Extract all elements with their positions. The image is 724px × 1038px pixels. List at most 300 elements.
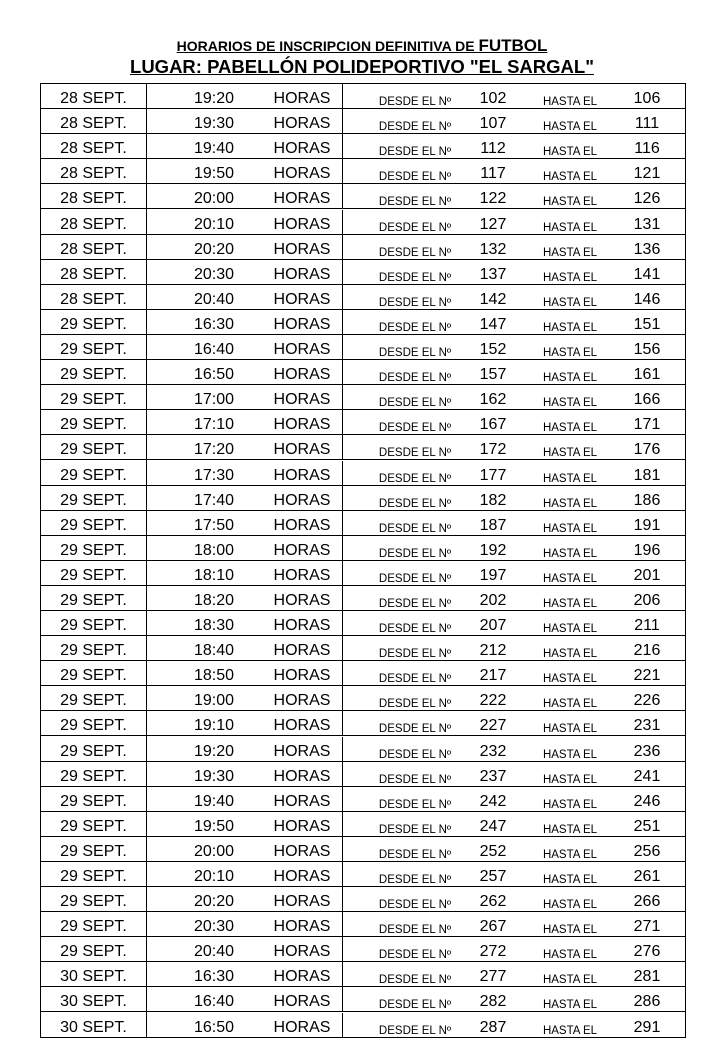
row-details (147, 360, 686, 385)
row-date: 28 SEPT. (41, 159, 147, 184)
row-from-number: 242 (479, 792, 507, 810)
row-horas-label: HORAS (273, 391, 331, 409)
row-date: 29 SEPT. (41, 385, 147, 410)
schedule-row (41, 585, 686, 610)
row-date: 29 SEPT. (41, 761, 147, 786)
row-time: 16:30 (193, 315, 235, 333)
row-from-number: 142 (479, 290, 507, 308)
row-hasta-label: HASTA EL (542, 497, 598, 510)
row-from-number: 182 (479, 491, 507, 509)
row-to-number: 181 (633, 466, 661, 484)
row-date: 29 SEPT. (41, 786, 147, 811)
row-details (147, 912, 686, 937)
row-to-number: 201 (633, 566, 661, 584)
row-date: 28 SEPT. (41, 109, 147, 134)
row-time: 20:20 (193, 893, 235, 911)
row-hasta-label: HASTA EL (542, 773, 598, 786)
row-horas-label: HORAS (273, 315, 331, 333)
row-details (147, 159, 686, 184)
row-to-number: 151 (633, 315, 661, 333)
row-desde-label: DESDE EL Nº (378, 597, 452, 610)
row-to-number: 241 (633, 767, 661, 785)
row-to-number: 291 (633, 1018, 661, 1036)
row-desde-label: DESDE EL Nº (378, 497, 452, 510)
row-from-number: 227 (479, 717, 507, 735)
row-time: 20:00 (193, 842, 235, 860)
row-date: 29 SEPT. (41, 309, 147, 334)
row-hasta-label: HASTA EL (542, 447, 598, 460)
row-from-number: 212 (479, 642, 507, 660)
schedule-row (41, 360, 686, 385)
row-date: 28 SEPT. (41, 259, 147, 284)
row-time: 20:40 (193, 943, 235, 961)
row-to-number: 246 (633, 792, 661, 810)
row-hasta-label: HASTA EL (542, 522, 598, 535)
row-time: 17:00 (193, 391, 235, 409)
row-details (147, 259, 686, 284)
row-date: 29 SEPT. (41, 410, 147, 435)
row-time: 18:00 (193, 541, 235, 559)
row-to-number: 216 (633, 642, 661, 660)
row-to-number: 171 (633, 416, 661, 434)
schedule-row (41, 610, 686, 635)
row-horas-label: HORAS (273, 943, 331, 961)
row-from-number: 257 (479, 868, 507, 885)
row-to-number: 111 (634, 115, 660, 133)
row-details (147, 209, 686, 234)
row-hasta-label: HASTA EL (542, 999, 598, 1012)
row-details (147, 284, 686, 309)
row-time: 19:20 (193, 742, 235, 760)
row-desde-label: DESDE EL Nº (378, 296, 452, 309)
row-to-number: 261 (633, 868, 661, 885)
row-from-number: 137 (479, 265, 507, 283)
row-horas-label: HORAS (273, 491, 331, 509)
row-date: 29 SEPT. (41, 585, 147, 610)
row-time: 19:30 (193, 767, 235, 785)
title-sport: FUTBOL (478, 36, 548, 55)
schedule-row (41, 209, 686, 234)
row-details (147, 686, 686, 711)
row-date: 29 SEPT. (41, 435, 147, 460)
row-to-number: 271 (633, 918, 661, 936)
row-horas-label: HORAS (273, 441, 331, 459)
row-from-number: 247 (479, 817, 507, 835)
row-time: 18:30 (193, 617, 235, 635)
row-from-number: 177 (479, 466, 507, 484)
row-horas-label: HORAS (273, 541, 331, 559)
row-desde-label: DESDE EL Nº (378, 246, 452, 259)
schedule-row (41, 786, 686, 811)
row-from-number: 262 (479, 893, 507, 911)
row-to-number: 146 (633, 290, 661, 308)
row-horas-label: HORAS (273, 1018, 331, 1036)
row-details (147, 84, 686, 109)
row-desde-label: DESDE EL Nº (378, 146, 452, 159)
row-to-number: 116 (634, 140, 660, 158)
row-details (147, 811, 686, 836)
schedule-row (41, 711, 686, 736)
schedule-row (41, 159, 686, 184)
row-to-number: 256 (633, 842, 661, 860)
row-desde-label: DESDE EL Nº (378, 422, 452, 435)
row-desde-label: DESDE EL Nº (378, 472, 452, 485)
row-horas-label: HORAS (273, 893, 331, 911)
location-subtitle: LUGAR: PABELLÓN POLIDEPORTIVO "EL SARGAL" (130, 56, 594, 77)
row-horas-label: HORAS (273, 366, 331, 384)
row-horas-label: HORAS (273, 742, 331, 760)
row-date: 29 SEPT. (41, 887, 147, 912)
row-to-number: 176 (633, 441, 661, 459)
row-time: 18:40 (193, 642, 235, 660)
row-horas-label: HORAS (273, 466, 331, 484)
row-to-number: 226 (633, 692, 661, 710)
row-to-number: 166 (633, 391, 661, 409)
row-from-number: 287 (479, 1018, 507, 1036)
row-from-number: 147 (479, 315, 507, 333)
row-hasta-label: HASTA EL (542, 648, 598, 661)
row-hasta-label: HASTA EL (542, 397, 598, 410)
row-hasta-label: HASTA EL (542, 748, 598, 761)
row-desde-label: DESDE EL Nº (378, 547, 452, 560)
row-from-number: 132 (479, 240, 507, 258)
row-desde-label: DESDE EL Nº (378, 874, 452, 886)
row-horas-label: HORAS (273, 90, 331, 108)
row-horas-label: HORAS (273, 817, 331, 835)
row-date: 29 SEPT. (41, 736, 147, 761)
schedule-row (41, 661, 686, 686)
row-hasta-label: HASTA EL (542, 171, 598, 184)
row-from-number: 217 (479, 667, 507, 685)
row-time: 19:30 (193, 115, 235, 133)
row-from-number: 162 (479, 391, 507, 409)
row-from-number: 157 (479, 366, 507, 384)
row-date: 28 SEPT. (41, 84, 147, 109)
row-date: 30 SEPT. (41, 962, 147, 987)
schedule-row (41, 686, 686, 711)
row-time: 17:20 (193, 441, 235, 459)
row-hasta-label: HASTA EL (542, 196, 598, 209)
row-desde-label: DESDE EL Nº (378, 648, 452, 661)
row-time: 18:20 (193, 591, 235, 609)
row-to-number: 286 (633, 993, 661, 1011)
schedule-row (41, 134, 686, 159)
row-desde-label: DESDE EL Nº (378, 974, 452, 987)
row-desde-label: DESDE EL Nº (378, 798, 452, 811)
row-date: 29 SEPT. (41, 686, 147, 711)
row-horas-label: HORAS (273, 692, 331, 710)
row-details (147, 309, 686, 334)
row-to-number: 126 (633, 190, 661, 208)
row-details (147, 987, 686, 1012)
schedule-row (41, 234, 686, 259)
schedule-row (41, 887, 686, 912)
row-from-number: 207 (479, 617, 507, 635)
row-desde-label: DESDE EL Nº (378, 347, 452, 360)
row-desde-label: DESDE EL Nº (378, 823, 452, 836)
row-time: 19:00 (193, 692, 235, 710)
schedule-row (41, 284, 686, 309)
document-title (0, 36, 724, 56)
row-date: 29 SEPT. (41, 560, 147, 585)
row-date: 29 SEPT. (41, 861, 147, 886)
row-details (147, 937, 686, 962)
row-hasta-label: HASTA EL (542, 121, 598, 134)
schedule-row (41, 560, 686, 585)
row-hasta-label: HASTA EL (542, 798, 598, 811)
row-time: 17:40 (193, 491, 235, 509)
row-desde-label: DESDE EL Nº (378, 999, 452, 1012)
row-desde-label: DESDE EL Nº (378, 723, 452, 736)
schedule-row (41, 410, 686, 435)
row-hasta-label: HASTA EL (542, 246, 598, 259)
row-horas-label: HORAS (273, 165, 331, 183)
row-date: 28 SEPT. (41, 134, 147, 159)
row-date: 29 SEPT. (41, 610, 147, 635)
row-desde-label: DESDE EL Nº (378, 848, 452, 861)
row-from-number: 122 (479, 190, 507, 208)
row-horas-label: HORAS (273, 341, 331, 359)
row-date: 28 SEPT. (41, 234, 147, 259)
row-date: 29 SEPT. (41, 535, 147, 560)
row-date: 29 SEPT. (41, 937, 147, 962)
row-desde-label: DESDE EL Nº (378, 748, 452, 761)
row-details (147, 535, 686, 560)
row-details (147, 134, 686, 159)
row-details (147, 610, 686, 635)
row-details (147, 761, 686, 786)
row-hasta-label: HASTA EL (542, 422, 598, 435)
row-time: 20:30 (193, 265, 235, 283)
row-from-number: 267 (479, 918, 507, 936)
row-to-number: 281 (633, 968, 661, 986)
row-from-number: 152 (479, 341, 507, 359)
row-from-number: 272 (479, 943, 507, 961)
schedule-row (41, 636, 686, 661)
row-from-number: 197 (479, 566, 507, 584)
row-to-number: 161 (633, 366, 661, 384)
row-to-number: 236 (633, 742, 661, 760)
row-time: 17:30 (193, 466, 235, 484)
row-horas-label: HORAS (273, 591, 331, 609)
row-desde-label: DESDE EL Nº (378, 397, 452, 410)
schedule-row (41, 84, 686, 109)
row-time: 19:50 (193, 817, 235, 835)
row-to-number: 186 (633, 491, 661, 509)
row-date: 29 SEPT. (41, 661, 147, 686)
row-hasta-label: HASTA EL (542, 623, 598, 636)
row-from-number: 187 (479, 516, 507, 534)
row-horas-label: HORAS (273, 918, 331, 936)
row-hasta-label: HASTA EL (542, 823, 598, 836)
row-horas-label: HORAS (273, 566, 331, 584)
row-date: 28 SEPT. (41, 284, 147, 309)
row-details (147, 385, 686, 410)
row-desde-label: DESDE EL Nº (378, 673, 452, 686)
schedule-row (41, 987, 686, 1012)
row-details (147, 887, 686, 912)
row-from-number: 107 (479, 115, 507, 133)
row-time: 18:10 (193, 566, 235, 584)
row-hasta-label: HASTA EL (542, 899, 598, 912)
row-details (147, 661, 686, 686)
row-horas-label: HORAS (273, 215, 331, 233)
row-desde-label: DESDE EL Nº (378, 899, 452, 912)
row-details (147, 636, 686, 661)
row-from-number: 117 (480, 165, 506, 183)
row-horas-label: HORAS (273, 993, 331, 1011)
row-from-number: 167 (479, 416, 507, 434)
row-to-number: 141 (633, 265, 661, 283)
row-date: 29 SEPT. (41, 836, 147, 861)
row-time: 19:10 (193, 717, 235, 735)
row-desde-label: DESDE EL Nº (378, 372, 452, 385)
row-time: 16:50 (193, 366, 235, 384)
row-desde-label: DESDE EL Nº (378, 522, 452, 535)
row-from-number: 277 (479, 968, 507, 986)
row-date: 29 SEPT. (41, 360, 147, 385)
row-to-number: 136 (633, 240, 661, 258)
row-details (147, 334, 686, 359)
row-details (147, 460, 686, 485)
schedule-row (41, 736, 686, 761)
row-to-number: 266 (633, 893, 661, 911)
row-horas-label: HORAS (273, 265, 331, 283)
row-time: 16:30 (193, 968, 235, 986)
row-desde-label: DESDE EL Nº (378, 1024, 452, 1037)
schedule-row (41, 962, 686, 987)
row-time: 19:40 (193, 792, 235, 810)
schedule-row (41, 385, 686, 410)
row-details (147, 711, 686, 736)
row-to-number: 276 (633, 943, 661, 961)
row-hasta-label: HASTA EL (542, 296, 598, 309)
row-time: 20:10 (193, 215, 235, 233)
row-to-number: 206 (633, 591, 661, 609)
row-time: 20:20 (193, 240, 235, 258)
row-to-number: 251 (633, 817, 661, 835)
row-hasta-label: HASTA EL (542, 347, 598, 360)
row-horas-label: HORAS (273, 868, 331, 885)
row-desde-label: DESDE EL Nº (378, 924, 452, 937)
row-time: 20:30 (193, 918, 235, 936)
title-text: HORARIOS DE INSCRIPCION DEFINITIVA DE (176, 38, 479, 54)
row-horas-label: HORAS (273, 717, 331, 735)
schedule-row (41, 435, 686, 460)
document-header (0, 36, 724, 78)
row-to-number: 191 (633, 516, 661, 534)
row-details (147, 234, 686, 259)
row-from-number: 237 (479, 767, 507, 785)
row-from-number: 202 (479, 591, 507, 609)
row-hasta-label: HASTA EL (542, 723, 598, 736)
row-horas-label: HORAS (273, 416, 331, 434)
row-horas-label: HORAS (273, 617, 331, 635)
schedule-row (41, 309, 686, 334)
row-horas-label: HORAS (273, 642, 331, 660)
row-date: 28 SEPT. (41, 209, 147, 234)
row-from-number: 112 (480, 140, 506, 158)
row-date: 29 SEPT. (41, 510, 147, 535)
row-hasta-label: HASTA EL (542, 96, 598, 109)
registration-schedule-table (40, 83, 686, 1038)
row-details (147, 410, 686, 435)
schedule-row (41, 811, 686, 836)
row-desde-label: DESDE EL Nº (378, 321, 452, 334)
row-date: 29 SEPT. (41, 485, 147, 510)
row-time: 20:40 (193, 290, 235, 308)
row-date: 29 SEPT. (41, 912, 147, 937)
row-hasta-label: HASTA EL (542, 372, 598, 385)
row-hasta-label: HASTA EL (542, 974, 598, 987)
row-date: 29 SEPT. (41, 636, 147, 661)
row-hasta-label: HASTA EL (542, 146, 598, 159)
schedule-row (41, 259, 686, 284)
row-details (147, 585, 686, 610)
row-hasta-label: HASTA EL (542, 949, 598, 962)
row-time: 19:50 (193, 165, 235, 183)
schedule-row (41, 109, 686, 134)
row-horas-label: HORAS (273, 115, 331, 133)
row-time: 19:40 (193, 140, 235, 158)
row-desde-label: DESDE EL Nº (378, 949, 452, 962)
row-details (147, 861, 686, 886)
row-time: 20:10 (193, 868, 235, 885)
row-desde-label: DESDE EL Nº (378, 698, 452, 711)
row-desde-label: DESDE EL Nº (378, 196, 452, 209)
row-time: 19:20 (193, 90, 235, 108)
row-date: 28 SEPT. (41, 184, 147, 209)
row-desde-label: DESDE EL Nº (378, 121, 452, 134)
row-desde-label: DESDE EL Nº (378, 171, 452, 184)
row-hasta-label: HASTA EL (542, 597, 598, 610)
row-to-number: 231 (633, 717, 661, 735)
row-horas-label: HORAS (273, 516, 331, 534)
row-date: 30 SEPT. (41, 1012, 147, 1037)
schedule-row (41, 861, 686, 886)
row-time: 16:40 (193, 341, 235, 359)
schedule-row (41, 937, 686, 962)
row-horas-label: HORAS (273, 767, 331, 785)
row-date: 29 SEPT. (41, 460, 147, 485)
row-time: 17:50 (193, 516, 235, 534)
row-desde-label: DESDE EL Nº (378, 572, 452, 585)
row-from-number: 232 (479, 742, 507, 760)
row-from-number: 127 (479, 215, 507, 233)
row-to-number: 156 (633, 341, 661, 359)
row-time: 18:50 (193, 667, 235, 685)
row-hasta-label: HASTA EL (542, 572, 598, 585)
row-details (147, 836, 686, 861)
row-hasta-label: HASTA EL (542, 547, 598, 560)
row-to-number: 131 (633, 215, 661, 233)
row-from-number: 192 (479, 541, 507, 559)
schedule-row (41, 836, 686, 861)
row-hasta-label: HASTA EL (542, 698, 598, 711)
schedule-row (41, 485, 686, 510)
schedule-row (41, 761, 686, 786)
row-horas-label: HORAS (273, 190, 331, 208)
row-details (147, 962, 686, 987)
row-hasta-label: HASTA EL (542, 321, 598, 334)
row-from-number: 252 (479, 842, 507, 860)
row-time: 17:10 (193, 416, 235, 434)
row-details (147, 1012, 686, 1037)
row-from-number: 282 (479, 993, 507, 1011)
row-hasta-label: HASTA EL (542, 271, 598, 284)
row-desde-label: DESDE EL Nº (378, 773, 452, 786)
row-horas-label: HORAS (273, 290, 331, 308)
